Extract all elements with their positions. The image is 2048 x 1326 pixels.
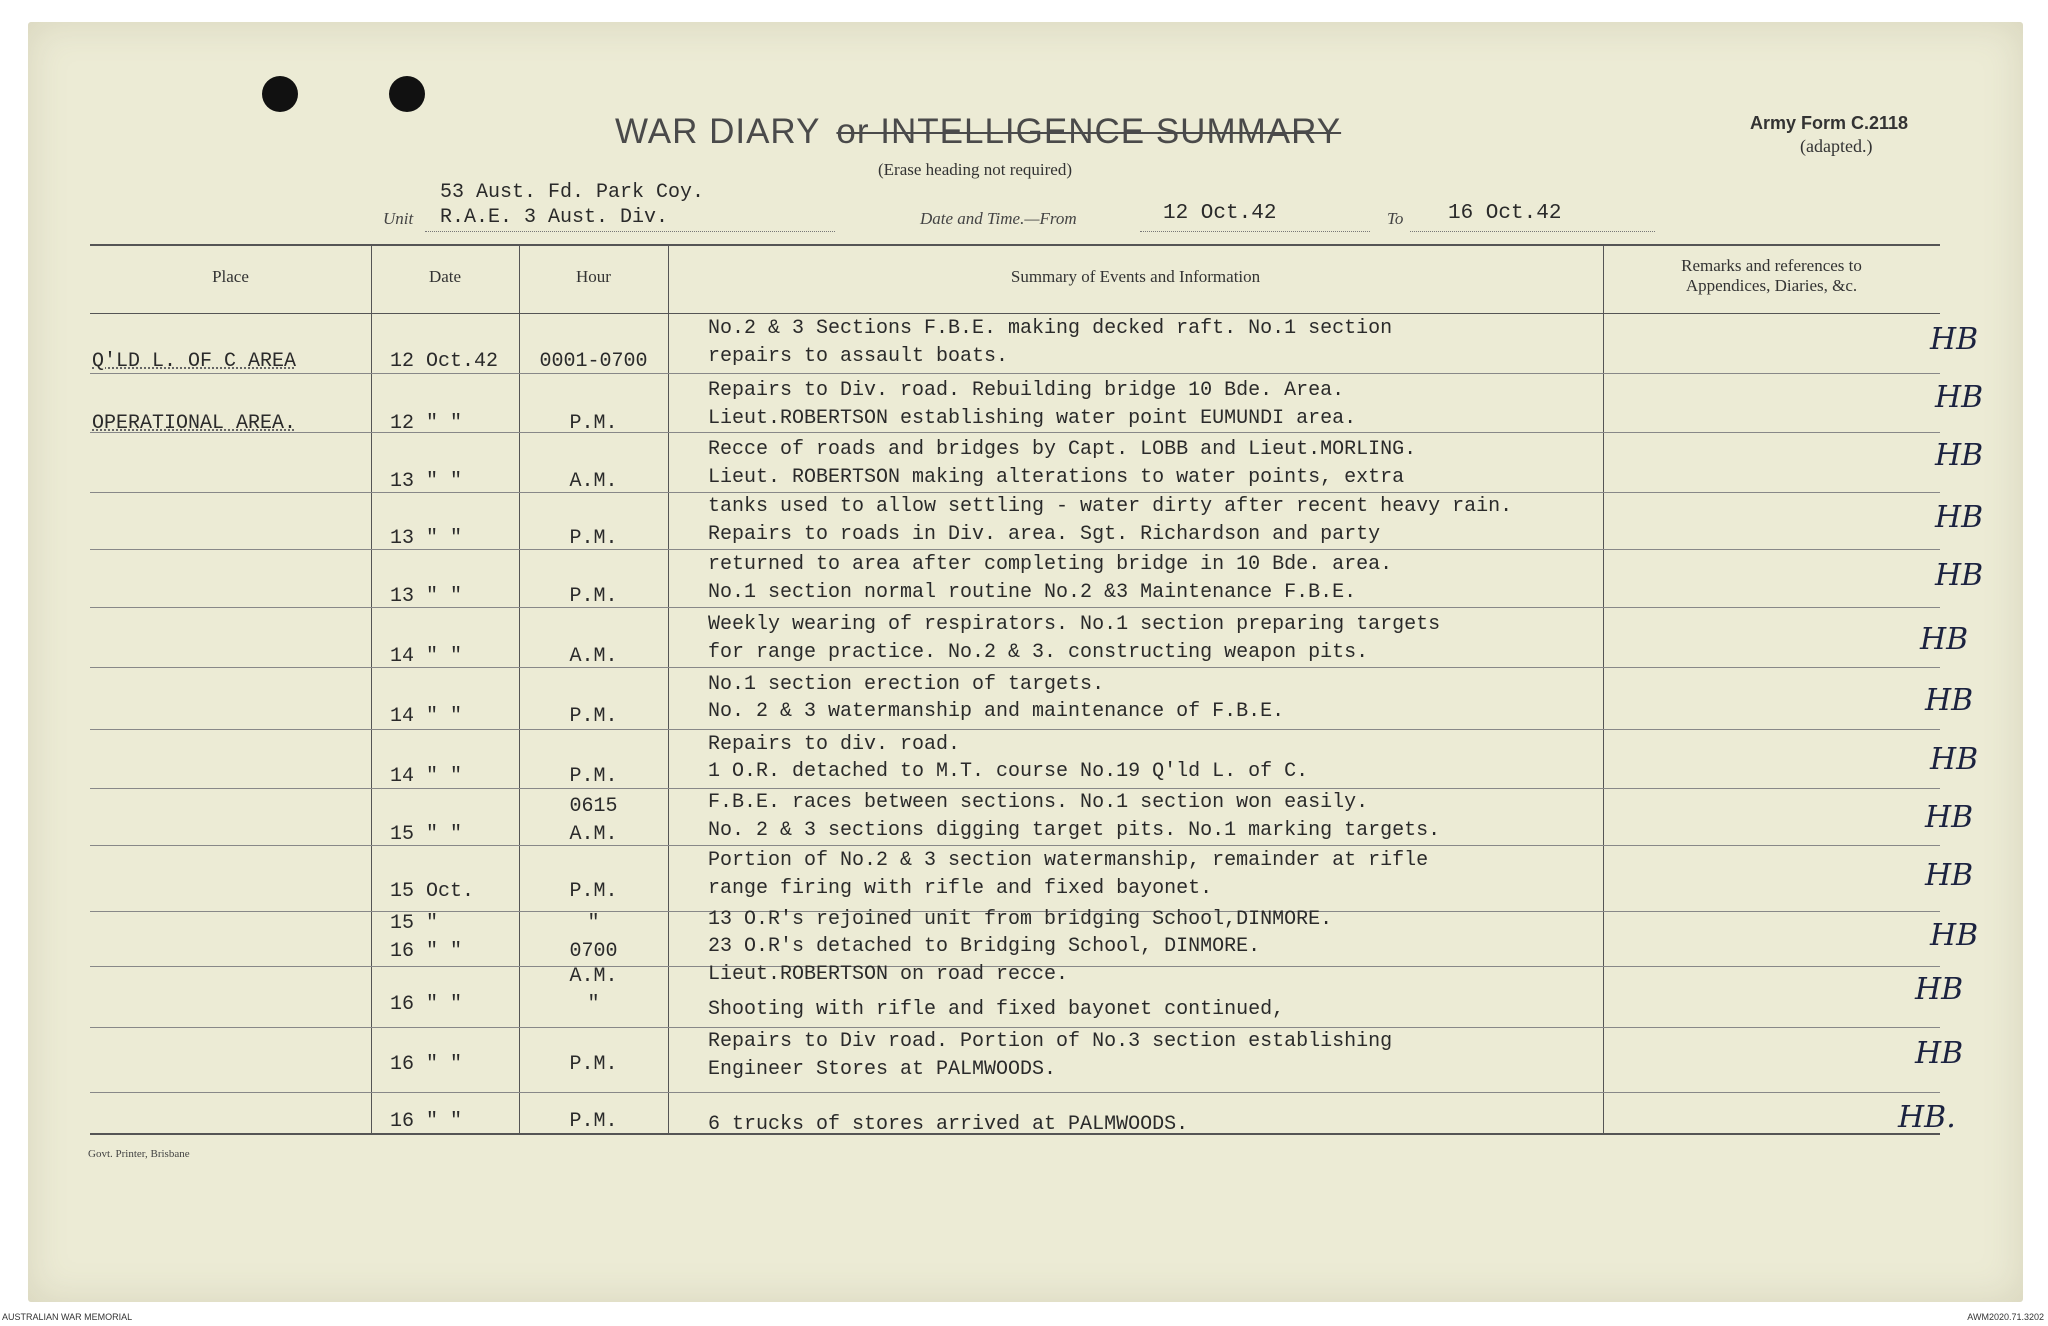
entry-date-top: 15 " [390,912,439,935]
entry-divider [90,432,1940,433]
unit-line-2: R.A.E. 3 Aust. Div. [440,206,669,229]
entry-initials-signature: HB [1920,622,1969,657]
entry-hour-top: 0615 [569,795,618,818]
entry-divider [90,729,1940,730]
entry-place: OPERATIONAL AREA. [92,412,297,435]
entry-hour: P.M. [569,585,618,608]
entry-summary-line-2: Lieut.ROBERTSON establishing water point EUMUNDI area. [708,407,1357,430]
entry-date: 14 " " [390,705,463,728]
column-header-hour: Hour [576,267,611,286]
column-header-summary: Summary of Events and Information [1010,267,1261,286]
entry-summary-line-2: No. 2 & 3 watermanship and maintenance of F.B.E. [708,700,1285,723]
entry-initials-signature: HB [1925,683,1974,718]
entry-hour: P.M. [569,412,618,435]
title-struck-intelligence-summary: or INTELLIGENCE SUMMARY [836,112,1342,151]
entry-hour-top: A.M. [569,965,618,988]
entry-summary-line-1: Portion of No.2 & 3 section watermanship, remainder at rifle [708,849,1429,872]
entry-date: 14 " " [390,645,463,668]
column-divider-hour [668,244,669,1134]
table-top-rule [90,244,1940,246]
entry-summary-line-1: Recce of roads and bridges by Capt. LOBB and Lieut.MORLING. [708,438,1417,461]
entry-divider [90,549,1940,550]
entry-divider [90,373,1940,374]
table-header-rule [90,313,1940,314]
entry-divider [90,667,1940,668]
column-divider-summary [1603,244,1604,1134]
entry-summary-line-2: range firing with rifle and fixed bayonet. [708,877,1213,900]
unit-label: Unit [383,209,414,228]
entry-hour: " [587,993,600,1016]
entry-hour: 0700 [569,940,618,963]
entry-hour: P.M. [569,1053,618,1076]
entry-date: 15 Oct. [390,880,475,903]
period-from-value: 12 Oct.42 [1163,202,1277,225]
entry-initials-signature: HB [1930,322,1979,357]
entry-place: Q'LD L. OF C AREA [92,350,297,373]
entry-date: 16 " " [390,940,463,963]
entry-divider [90,1092,1940,1093]
entry-date: 16 " " [390,993,463,1016]
entry-summary-line-2: Engineer Stores at PALMWOODS. [708,1058,1057,1081]
entry-initials-signature: HB. [1898,1100,1956,1135]
column-header-remarks-line-1: Remarks and references to [1681,256,1862,275]
entry-initials-signature: HB [1925,858,1974,893]
entry-initials-signature: HB [1935,500,1984,535]
entry-date: 14 " " [390,765,463,788]
entry-date: 16 " " [390,1053,463,1076]
entry-date: 13 " " [390,527,463,550]
unit-line-1: 53 Aust. Fd. Park Coy. [440,181,705,204]
entry-summary-line-1: Repairs to Div. road. Rebuilding bridge 10 Bde. Area. [708,379,1345,402]
entry-initials-signature: HB [1915,972,1964,1007]
archive-reference: AWM2020.71.3202 [1967,1312,2044,1322]
entry-initials-signature: HB [1925,800,1974,835]
entry-summary-line-1: Repairs to Div road. Portion of No.3 section establishing [708,1030,1393,1053]
entry-date: 15 " " [390,823,463,846]
entry-hour: P.M. [569,527,618,550]
printer-imprint: Govt. Printer, Brisbane [88,1148,190,1160]
punch-hole-right [389,76,425,112]
entry-summary-line-2: No.1 section normal routine No.2 &3 Maintenance F.B.E. [708,581,1357,604]
entry-summary-line-1: F.B.E. races between sections. No.1 section won easily. [708,791,1369,814]
entry-summary-line-2: Shooting with rifle and fixed bayonet continued, [708,998,1285,1021]
period-from-dotted-line [1140,231,1370,232]
entry-summary-line-2: 6 trucks of stores arrived at PALMWOODS. [708,1113,1189,1136]
entry-date: 16 " " [390,1110,463,1133]
period-to-dotted-line [1410,231,1655,232]
entry-hour: P.M. [569,705,618,728]
entry-hour: A.M. [569,645,618,668]
punch-hole-left [262,76,298,112]
entry-date: 12 " " [390,412,463,435]
column-header-place: Place [212,267,249,286]
diary-title [615,112,1341,152]
entry-divider [90,845,1940,846]
entry-summary-line-2: repairs to assault boats. [708,345,1009,368]
entry-summary-line-1: 13 O.R's rejoined unit from bridging School,DINMORE. [708,908,1333,931]
unit-dotted-line [425,231,835,232]
entry-date: 13 " " [390,470,463,493]
erase-note: (Erase heading not required) [878,160,1072,179]
entry-hour: P.M. [569,880,618,903]
entry-initials-signature: HB [1930,742,1979,777]
entry-initials-signature: HB [1935,380,1984,415]
entry-divider [90,1027,1940,1028]
period-to-value: 16 Oct.42 [1448,202,1562,225]
entry-divider [90,607,1940,608]
entry-date: 12 Oct.42 [390,350,499,373]
column-divider-place [371,244,372,1134]
entry-summary-line-1: returned to area after completing bridge in 10 Bde. area. [708,553,1393,576]
period-to-label: To [1387,209,1404,228]
entry-hour: 0001-0700 [539,350,648,373]
entry-hour-top: " [587,912,600,935]
entry-summary-line-2: 23 O.R's detached to Bridging School, DINMORE. [708,935,1261,958]
entry-summary-line-1: Weekly wearing of respirators. No.1 section preparing targets [708,613,1441,636]
entry-initials-signature: HB [1930,918,1979,953]
entry-summary-line-2: for range practice. No.2 & 3. constructing weapon pits. [708,641,1369,664]
entry-hour: P.M. [569,765,618,788]
entry-date: 13 " " [390,585,463,608]
entry-hour: P.M. [569,1110,618,1133]
form-adapted-note: (adapted.) [1800,136,1873,156]
entry-summary-line-2: Lieut. ROBERTSON making alterations to water points, extra [708,466,1405,489]
entry-summary-line-1: No.1 section erection of targets. [708,673,1105,696]
column-header-remarks-line-2: Appendices, Diaries, &c. [1685,276,1858,295]
column-header-date: Date [428,267,462,286]
entry-initials-signature: HB [1935,438,1984,473]
period-from-label: Date and Time.—From [920,209,1077,228]
entry-summary-line-1: Lieut.ROBERTSON on road recce. [708,963,1069,986]
entry-hour: A.M. [569,823,618,846]
entry-initials-signature: HB [1935,558,1984,593]
entry-summary-line-2: No. 2 & 3 sections digging target pits. No.1 marking targets. [708,819,1441,842]
entry-summary-line-1: Repairs to div. road. [708,733,961,756]
entry-summary-line-2: Repairs to roads in Div. area. Sgt. Richardson and party [708,523,1381,546]
entry-initials-signature: HB [1915,1036,1964,1071]
army-form-number: Army Form C.2118 [1750,113,1909,133]
entry-summary-line-1: No.2 & 3 Sections F.B.E. making decked raft. No.1 section [708,317,1393,340]
archive-credit: AUSTRALIAN WAR MEMORIAL [2,1312,133,1322]
entry-summary-line-1: tanks used to allow settling - water dirty after recent heavy rain. [708,495,1513,518]
title-war-diary: WAR DIARY [615,112,821,151]
entry-summary-line-2: 1 O.R. detached to M.T. course No.19 Q'ld L. of C. [708,760,1309,783]
entry-hour: A.M. [569,470,618,493]
entry-divider [90,788,1940,789]
entry-divider [90,492,1940,493]
